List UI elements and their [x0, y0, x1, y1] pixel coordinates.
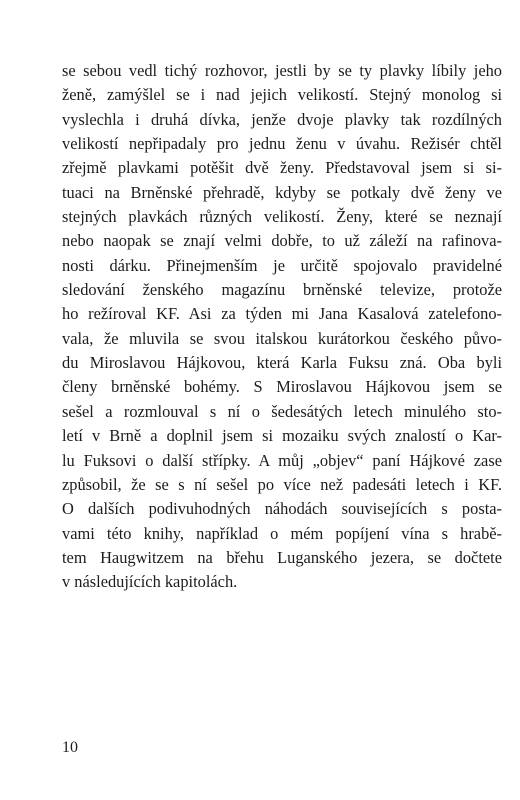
text-line: O dalších podivuhodných náhodách souvisejících s posta- [62, 499, 502, 519]
text-line: ženě, zamýšlel se i nad jejich velikostí. Stejný monolog si [62, 85, 502, 105]
text-line: vami této knihy, například o mém popíjení vína s hrabě- [62, 523, 502, 543]
text-line: ho režíroval KF. Asi za týden mi Jana Kasalová zatelefono- [62, 304, 502, 324]
text-line: členy brněnské bohémy. S Miroslavou Hájkovou jsem se [62, 377, 502, 397]
body-paragraph [62, 59, 502, 595]
text-line: nosti dárku. Přinejmenším je určitě spojovalo pravidelné [62, 255, 502, 275]
text-line: tem Haugwitzem na břehu Luganského jezera, se dočtete [62, 547, 502, 567]
text-line: lu Fuksovi o další střípky. A můj „objev“ paní Hájkové zase [62, 450, 502, 470]
text-line: se sebou vedl tichý rozhovor, jestli by se ty plavky líbily jeho [62, 61, 502, 80]
text-line: nebo naopak se znají velmi dobře, to už záleží na rafinova- [62, 231, 502, 251]
page-number: 10 [62, 739, 78, 756]
text-line: vala, že mluvila se svou italskou kurátorkou českého půvo- [62, 328, 502, 348]
text-line: stejných plavkách různých velikostí. Ženy, které se neznají [62, 207, 502, 227]
text-line: letí v Brně a doplnil jsem si mozaiku svých znalostí o Kar- [62, 426, 502, 446]
text-line: zřejmě plavkami potěšit dvě ženy. Představoval jsem si si- [62, 158, 502, 178]
text-line: sešel a rozmlouval s ní o šedesátých letech minulého sto- [62, 401, 502, 421]
text-line: du Miroslavou Hájkovou, která Karla Fuksu zná. Oba byli [62, 353, 502, 373]
text-line: v následujících kapitolách. [62, 572, 238, 592]
text-line: velikostí nepřipadaly pro jednu ženu v úvahu. Režisér chtěl [62, 134, 502, 154]
text-line: způsobil, že se s ní sešel po více než padesáti letech i KF. [62, 474, 502, 494]
text-line: tuaci na Brněnské přehradě, kdyby se potkaly dvě ženy ve [62, 182, 502, 202]
text-line: vyslechla i druhá dívka, jenže dvoje plavky tak rozdílných [62, 109, 502, 129]
text-line: sledování ženského magazínu brněnské televize, protože [62, 280, 502, 300]
